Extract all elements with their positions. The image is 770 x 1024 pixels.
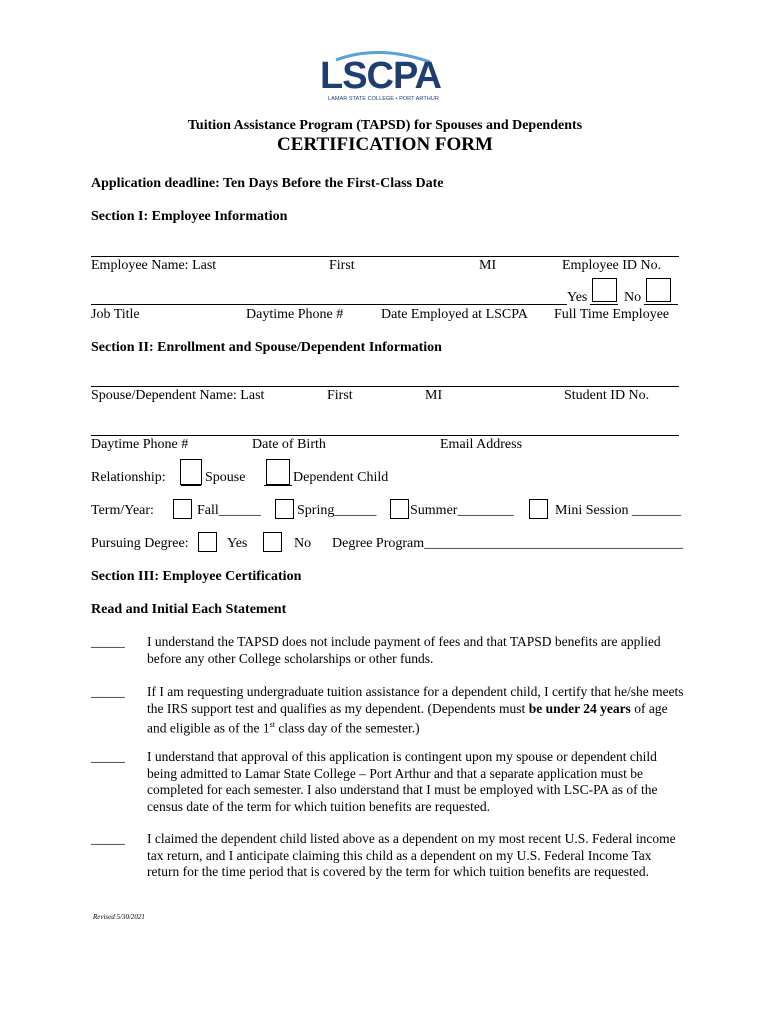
date-employed-label: Date Employed at LSCPA <box>381 307 528 322</box>
fulltime-employee-label: Full Time Employee <box>554 307 670 322</box>
spring-label: Spring______ <box>297 503 377 518</box>
dependent-last-label: Spouse/Dependent Name: Last <box>91 388 265 403</box>
employee-first-label: First <box>329 258 355 273</box>
initial-blank-4[interactable]: _____ <box>91 831 125 846</box>
degree-yes-checkbox[interactable] <box>198 532 217 552</box>
student-id-label: Student ID No. <box>564 388 650 403</box>
fulltime-no-blank <box>644 304 678 305</box>
statement-3: I understand that approval of this application is contingent upon my spouse or dependent child being admitted to Lamar State College – Port Arthur and that a separate application must be completed for each semester. I also understand that I must be employed with LSC-PA as of the census date of the term for which tuition benefits are requested. <box>147 749 658 814</box>
application-deadline: Application deadline: Ten Days Before the First-Class Date <box>91 176 444 191</box>
logo-text: LSCPA <box>320 55 441 97</box>
dependent-mi-label: MI <box>425 388 443 403</box>
dependent-first-label: First <box>327 388 353 403</box>
pursuing-degree-label: Pursuing Degree: <box>91 536 189 551</box>
fulltime-yes-checkbox[interactable] <box>592 278 617 302</box>
employee-id-label: Employee ID No. <box>562 258 662 273</box>
job-info-line[interactable] <box>91 304 567 305</box>
logo-tagline: LAMAR STATE COLLEGE • PORT ARTHUR <box>328 96 439 102</box>
revised-date: Revised 5/30/2021 <box>93 913 145 921</box>
child-blank <box>264 485 292 486</box>
dependent-child-label: Dependent Child <box>293 470 389 485</box>
dob-label: Date of Birth <box>252 437 326 452</box>
form-title: CERTIFICATION FORM <box>277 134 493 155</box>
initial-blank-2[interactable]: _____ <box>91 684 125 699</box>
dependent-child-checkbox[interactable] <box>266 459 290 485</box>
dependent-contact-line[interactable] <box>91 435 679 436</box>
employee-phone-label: Daytime Phone # <box>246 307 344 322</box>
section-3-heading: Section III: Employee Certification <box>91 569 302 584</box>
dependent-name-line[interactable] <box>91 386 679 387</box>
degree-no-label: No <box>294 536 312 551</box>
initial-blank-1[interactable]: _____ <box>91 634 125 649</box>
fulltime-yes-blank <box>590 304 618 305</box>
initial-blank-3[interactable]: _____ <box>91 749 125 764</box>
summer-label: Summer________ <box>410 503 514 518</box>
section-2-heading: Section II: Enrollment and Spouse/Dependent Information <box>91 340 442 355</box>
employee-last-label: Employee Name: Last <box>91 258 217 273</box>
read-initial-heading: Read and Initial Each Statement <box>91 602 287 617</box>
statement-4: I claimed the dependent child listed above as a dependent on my most recent U.S. Federal income tax return, and I anticipate claiming this child as a dependent on my U.S. Federal Income Tax return for the time period that is covered by the term for which tuition benefits are requested. <box>147 831 676 879</box>
degree-program-field[interactable]: Degree Program_____________________________________ <box>332 536 684 551</box>
statement-2: If I am requesting undergraduate tuition assistance for a dependent child, I certify that he/she meets the IRS support test and qualifies as my dependent. (Dependents must be under 24 years of age and eligible as of the 1st class day of the semester.) <box>147 684 684 736</box>
fall-checkbox[interactable] <box>173 499 192 519</box>
degree-yes-label: Yes <box>227 536 248 551</box>
lscpa-logo <box>318 48 452 104</box>
spouse-label: Spouse <box>205 470 246 485</box>
mini-session-checkbox[interactable] <box>529 499 548 519</box>
job-title-label: Job Title <box>91 307 140 322</box>
relationship-label: Relationship: <box>91 470 166 485</box>
fulltime-no-label: No <box>624 290 642 305</box>
employee-mi-label: MI <box>479 258 497 273</box>
spouse-checkbox[interactable] <box>180 459 202 485</box>
mini-session-label: Mini Session _______ <box>555 503 682 518</box>
degree-no-checkbox[interactable] <box>263 532 282 552</box>
spouse-blank <box>181 485 201 486</box>
dependent-phone-label: Daytime Phone # <box>91 437 189 452</box>
statement-1: I understand the TAPSD does not include payment of fees and that TAPSD benefits are applied before any other College scholarships or other funds. <box>147 634 661 666</box>
program-title: Tuition Assistance Program (TAPSD) for Spouses and Dependents <box>187 118 583 133</box>
fulltime-no-checkbox[interactable] <box>646 278 671 302</box>
spring-checkbox[interactable] <box>275 499 294 519</box>
employee-name-line[interactable] <box>91 256 679 257</box>
fulltime-yes-label: Yes <box>567 290 588 305</box>
term-label: Term/Year: <box>91 503 154 518</box>
summer-checkbox[interactable] <box>390 499 409 519</box>
fall-label: Fall______ <box>197 503 261 518</box>
section-1-heading: Section I: Employee Information <box>91 209 288 224</box>
email-label: Email Address <box>440 437 523 452</box>
